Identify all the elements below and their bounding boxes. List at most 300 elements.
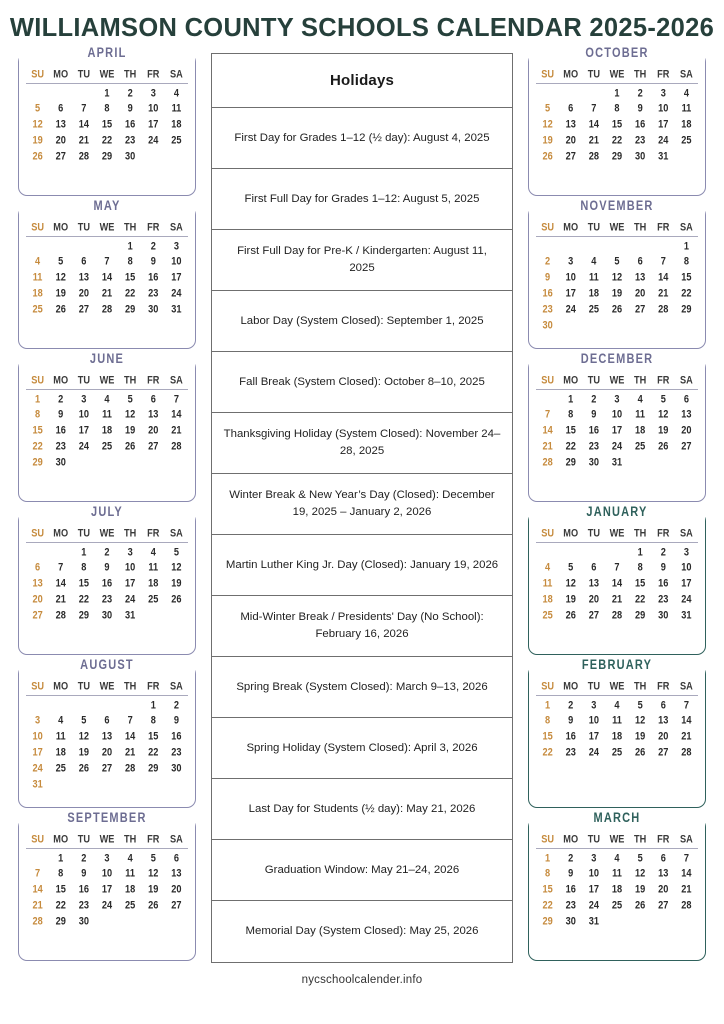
day-cell[interactable]: 8 bbox=[127, 255, 133, 267]
day-cell[interactable]: 3 bbox=[591, 851, 597, 863]
day-cell[interactable]: 29 bbox=[101, 150, 113, 162]
day-cell[interactable]: 13 bbox=[55, 118, 66, 130]
day-cell[interactable]: 14 bbox=[78, 118, 89, 130]
day-cell[interactable]: 1 bbox=[127, 239, 133, 251]
day-cell[interactable]: 12 bbox=[611, 271, 623, 283]
day-cell[interactable]: 24 bbox=[588, 899, 599, 911]
day-cell[interactable]: 24 bbox=[32, 762, 43, 774]
day-cell[interactable]: 1 bbox=[614, 86, 620, 98]
day-cell[interactable]: 18 bbox=[542, 593, 553, 605]
day-cell[interactable]: 26 bbox=[55, 303, 66, 315]
day-cell[interactable]: 28 bbox=[658, 303, 669, 315]
day-cell[interactable]: 20 bbox=[148, 424, 159, 436]
day-cell[interactable]: 26 bbox=[78, 762, 89, 774]
day-cell[interactable]: 31 bbox=[125, 609, 136, 621]
day-cell[interactable]: 15 bbox=[55, 883, 66, 895]
day-cell[interactable]: 2 bbox=[81, 851, 87, 863]
day-cell[interactable]: 23 bbox=[635, 134, 646, 146]
day-cell[interactable]: 29 bbox=[681, 303, 692, 315]
day-cell[interactable]: 15 bbox=[101, 118, 113, 130]
day-cell[interactable]: 22 bbox=[148, 746, 159, 758]
day-cell[interactable]: 2 bbox=[58, 392, 64, 404]
day-cell[interactable]: 5 bbox=[660, 392, 666, 404]
day-cell[interactable]: 17 bbox=[588, 883, 599, 895]
day-cell[interactable]: 4 bbox=[545, 561, 551, 573]
day-cell[interactable]: 6 bbox=[568, 102, 574, 114]
day-cell[interactable]: 29 bbox=[55, 915, 66, 927]
day-cell[interactable]: 30 bbox=[125, 150, 136, 162]
day-cell[interactable]: 28 bbox=[55, 609, 66, 621]
day-cell[interactable]: 9 bbox=[545, 271, 551, 283]
day-cell[interactable]: 15 bbox=[32, 424, 43, 436]
day-cell[interactable]: 22 bbox=[32, 440, 43, 452]
day-cell[interactable]: 28 bbox=[125, 762, 136, 774]
day-cell[interactable]: 7 bbox=[683, 851, 689, 863]
day-cell[interactable]: 23 bbox=[125, 134, 136, 146]
day-cell[interactable]: 20 bbox=[565, 134, 576, 146]
day-cell[interactable]: 6 bbox=[104, 714, 110, 726]
day-cell[interactable]: 19 bbox=[611, 287, 623, 299]
day-cell[interactable]: 7 bbox=[104, 255, 110, 267]
day-cell[interactable]: 31 bbox=[658, 150, 669, 162]
day-cell[interactable]: 16 bbox=[148, 271, 159, 283]
day-cell[interactable]: 31 bbox=[681, 609, 692, 621]
day-cell[interactable]: 27 bbox=[148, 440, 159, 452]
day-cell[interactable]: 15 bbox=[148, 730, 159, 742]
day-cell[interactable]: 10 bbox=[588, 867, 599, 879]
day-cell[interactable]: 28 bbox=[101, 303, 113, 315]
day-cell[interactable]: 23 bbox=[171, 746, 182, 758]
day-cell[interactable]: 8 bbox=[683, 255, 689, 267]
day-cell[interactable]: 10 bbox=[32, 730, 43, 742]
day-cell[interactable]: 31 bbox=[32, 778, 43, 790]
day-cell[interactable]: 9 bbox=[127, 102, 133, 114]
day-cell[interactable]: 19 bbox=[635, 730, 646, 742]
day-cell[interactable]: 13 bbox=[101, 730, 113, 742]
day-cell[interactable]: 12 bbox=[125, 408, 136, 420]
day-cell[interactable]: 21 bbox=[171, 424, 182, 436]
day-cell[interactable]: 21 bbox=[55, 593, 66, 605]
day-cell[interactable]: 8 bbox=[545, 867, 551, 879]
day-cell[interactable]: 20 bbox=[55, 134, 66, 146]
day-cell[interactable]: 6 bbox=[150, 392, 156, 404]
day-cell[interactable]: 20 bbox=[32, 593, 43, 605]
day-cell[interactable]: 2 bbox=[568, 698, 574, 710]
day-cell[interactable]: 18 bbox=[101, 424, 113, 436]
day-cell[interactable]: 16 bbox=[125, 118, 136, 130]
day-cell[interactable]: 19 bbox=[55, 287, 66, 299]
day-cell[interactable]: 15 bbox=[681, 271, 692, 283]
day-cell[interactable]: 7 bbox=[614, 561, 620, 573]
day-cell[interactable]: 16 bbox=[565, 730, 576, 742]
day-cell[interactable]: 1 bbox=[58, 851, 64, 863]
day-cell[interactable]: 4 bbox=[683, 86, 689, 98]
day-cell[interactable]: 19 bbox=[565, 593, 576, 605]
day-cell[interactable]: 25 bbox=[32, 303, 43, 315]
day-cell[interactable]: 8 bbox=[614, 102, 620, 114]
day-cell[interactable]: 13 bbox=[565, 118, 576, 130]
day-cell[interactable]: 8 bbox=[637, 561, 643, 573]
day-cell[interactable]: 21 bbox=[101, 287, 113, 299]
day-cell[interactable]: 20 bbox=[635, 287, 646, 299]
day-cell[interactable]: 7 bbox=[58, 561, 64, 573]
day-cell[interactable]: 21 bbox=[78, 134, 89, 146]
day-cell[interactable]: 27 bbox=[635, 303, 646, 315]
day-cell[interactable]: 11 bbox=[542, 577, 553, 589]
day-cell[interactable]: 14 bbox=[101, 271, 113, 283]
day-cell[interactable]: 6 bbox=[58, 102, 64, 114]
day-cell[interactable]: 10 bbox=[148, 102, 159, 114]
day-cell[interactable]: 12 bbox=[635, 714, 646, 726]
day-cell[interactable]: 27 bbox=[78, 303, 89, 315]
day-cell[interactable]: 21 bbox=[588, 134, 599, 146]
day-cell[interactable]: 7 bbox=[660, 255, 666, 267]
day-cell[interactable]: 24 bbox=[78, 440, 89, 452]
day-cell[interactable]: 1 bbox=[104, 86, 110, 98]
day-cell[interactable]: 10 bbox=[681, 561, 692, 573]
day-cell[interactable]: 29 bbox=[542, 915, 553, 927]
day-cell[interactable]: 20 bbox=[681, 424, 692, 436]
day-cell[interactable]: 23 bbox=[588, 440, 599, 452]
day-cell[interactable]: 17 bbox=[101, 883, 113, 895]
day-cell[interactable]: 5 bbox=[173, 545, 179, 557]
day-cell[interactable]: 28 bbox=[171, 440, 182, 452]
day-cell[interactable]: 3 bbox=[568, 255, 574, 267]
day-cell[interactable]: 15 bbox=[542, 730, 553, 742]
day-cell[interactable]: 14 bbox=[171, 408, 182, 420]
day-cell[interactable]: 26 bbox=[565, 609, 576, 621]
day-cell[interactable]: 8 bbox=[568, 408, 574, 420]
day-cell[interactable]: 3 bbox=[683, 545, 689, 557]
day-cell[interactable]: 22 bbox=[681, 287, 692, 299]
day-cell[interactable]: 22 bbox=[542, 899, 553, 911]
day-cell[interactable]: 2 bbox=[150, 239, 156, 251]
day-cell[interactable]: 27 bbox=[658, 746, 669, 758]
day-cell[interactable]: 19 bbox=[635, 883, 646, 895]
day-cell[interactable]: 6 bbox=[81, 255, 87, 267]
day-cell[interactable]: 24 bbox=[611, 440, 623, 452]
day-cell[interactable]: 22 bbox=[55, 899, 66, 911]
day-cell[interactable]: 30 bbox=[588, 456, 599, 468]
day-cell[interactable]: 1 bbox=[683, 239, 689, 251]
day-cell[interactable]: 6 bbox=[683, 392, 689, 404]
day-cell[interactable]: 3 bbox=[81, 392, 87, 404]
day-cell[interactable]: 27 bbox=[171, 899, 182, 911]
day-cell[interactable]: 4 bbox=[614, 698, 620, 710]
day-cell[interactable]: 13 bbox=[658, 714, 669, 726]
day-cell[interactable]: 9 bbox=[568, 867, 574, 879]
day-cell[interactable]: 22 bbox=[542, 746, 553, 758]
day-cell[interactable]: 15 bbox=[565, 424, 576, 436]
day-cell[interactable]: 30 bbox=[101, 609, 113, 621]
day-cell[interactable]: 16 bbox=[78, 883, 89, 895]
day-cell[interactable]: 18 bbox=[611, 730, 623, 742]
day-cell[interactable]: 21 bbox=[658, 287, 669, 299]
day-cell[interactable]: 6 bbox=[35, 561, 41, 573]
day-cell[interactable]: 26 bbox=[32, 150, 43, 162]
day-cell[interactable]: 20 bbox=[658, 883, 669, 895]
day-cell[interactable]: 28 bbox=[681, 899, 692, 911]
day-cell[interactable]: 7 bbox=[545, 408, 551, 420]
day-cell[interactable]: 17 bbox=[565, 287, 576, 299]
day-cell[interactable]: 7 bbox=[173, 392, 179, 404]
day-cell[interactable]: 17 bbox=[32, 746, 43, 758]
day-cell[interactable]: 2 bbox=[637, 86, 643, 98]
day-cell[interactable]: 10 bbox=[125, 561, 136, 573]
day-cell[interactable]: 25 bbox=[125, 899, 136, 911]
day-cell[interactable]: 29 bbox=[78, 609, 89, 621]
day-cell[interactable]: 12 bbox=[542, 118, 553, 130]
day-cell[interactable]: 13 bbox=[148, 408, 159, 420]
day-cell[interactable]: 29 bbox=[32, 456, 43, 468]
day-cell[interactable]: 19 bbox=[148, 883, 159, 895]
day-cell[interactable]: 12 bbox=[55, 271, 66, 283]
day-cell[interactable]: 25 bbox=[611, 746, 623, 758]
day-cell[interactable]: 17 bbox=[171, 271, 182, 283]
day-cell[interactable]: 23 bbox=[658, 593, 669, 605]
day-cell[interactable]: 13 bbox=[588, 577, 599, 589]
day-cell[interactable]: 4 bbox=[35, 255, 41, 267]
day-cell[interactable]: 31 bbox=[588, 915, 599, 927]
day-cell[interactable]: 5 bbox=[545, 102, 551, 114]
day-cell[interactable]: 24 bbox=[658, 134, 669, 146]
day-cell[interactable]: 21 bbox=[681, 883, 692, 895]
day-cell[interactable]: 7 bbox=[683, 698, 689, 710]
day-cell[interactable]: 29 bbox=[635, 609, 646, 621]
day-cell[interactable]: 20 bbox=[171, 883, 182, 895]
day-cell[interactable]: 5 bbox=[568, 561, 574, 573]
day-cell[interactable]: 14 bbox=[611, 577, 623, 589]
day-cell[interactable]: 18 bbox=[635, 424, 646, 436]
day-cell[interactable]: 25 bbox=[148, 593, 159, 605]
day-cell[interactable]: 23 bbox=[148, 287, 159, 299]
day-cell[interactable]: 30 bbox=[542, 319, 553, 331]
day-cell[interactable]: 31 bbox=[611, 456, 623, 468]
day-cell[interactable]: 26 bbox=[125, 440, 136, 452]
day-cell[interactable]: 3 bbox=[173, 239, 179, 251]
day-cell[interactable]: 24 bbox=[681, 593, 692, 605]
day-cell[interactable]: 9 bbox=[58, 408, 64, 420]
day-cell[interactable]: 24 bbox=[171, 287, 182, 299]
day-cell[interactable]: 10 bbox=[171, 255, 182, 267]
day-cell[interactable]: 12 bbox=[32, 118, 43, 130]
day-cell[interactable]: 9 bbox=[660, 561, 666, 573]
day-cell[interactable]: 14 bbox=[125, 730, 136, 742]
day-cell[interactable]: 14 bbox=[681, 867, 692, 879]
day-cell[interactable]: 10 bbox=[611, 408, 623, 420]
day-cell[interactable]: 28 bbox=[681, 746, 692, 758]
day-cell[interactable]: 29 bbox=[611, 150, 623, 162]
day-cell[interactable]: 21 bbox=[32, 899, 43, 911]
day-cell[interactable]: 31 bbox=[171, 303, 182, 315]
day-cell[interactable]: 26 bbox=[611, 303, 623, 315]
day-cell[interactable]: 11 bbox=[635, 408, 645, 420]
day-cell[interactable]: 9 bbox=[637, 102, 643, 114]
day-cell[interactable]: 25 bbox=[101, 440, 113, 452]
day-cell[interactable]: 25 bbox=[588, 303, 599, 315]
day-cell[interactable]: 10 bbox=[78, 408, 89, 420]
day-cell[interactable]: 25 bbox=[55, 762, 66, 774]
day-cell[interactable]: 23 bbox=[565, 899, 576, 911]
day-cell[interactable]: 30 bbox=[78, 915, 89, 927]
day-cell[interactable]: 26 bbox=[635, 746, 646, 758]
day-cell[interactable]: 11 bbox=[588, 271, 599, 283]
day-cell[interactable]: 1 bbox=[81, 545, 87, 557]
day-cell[interactable]: 16 bbox=[542, 287, 553, 299]
day-cell[interactable]: 4 bbox=[58, 714, 64, 726]
day-cell[interactable]: 24 bbox=[588, 746, 599, 758]
day-cell[interactable]: 9 bbox=[591, 408, 597, 420]
day-cell[interactable]: 1 bbox=[35, 392, 41, 404]
day-cell[interactable]: 22 bbox=[611, 134, 623, 146]
day-cell[interactable]: 16 bbox=[565, 883, 576, 895]
day-cell[interactable]: 22 bbox=[101, 134, 113, 146]
day-cell[interactable]: 28 bbox=[611, 609, 623, 621]
day-cell[interactable]: 18 bbox=[171, 118, 182, 130]
day-cell[interactable]: 10 bbox=[565, 271, 576, 283]
day-cell[interactable]: 14 bbox=[588, 118, 599, 130]
day-cell[interactable]: 1 bbox=[150, 698, 156, 710]
day-cell[interactable]: 4 bbox=[637, 392, 643, 404]
day-cell[interactable]: 8 bbox=[58, 867, 64, 879]
day-cell[interactable]: 1 bbox=[545, 851, 551, 863]
day-cell[interactable]: 27 bbox=[681, 440, 692, 452]
day-cell[interactable]: 17 bbox=[658, 118, 669, 130]
day-cell[interactable]: 3 bbox=[591, 698, 597, 710]
day-cell[interactable]: 15 bbox=[125, 271, 136, 283]
day-cell[interactable]: 19 bbox=[542, 134, 553, 146]
day-cell[interactable]: 5 bbox=[127, 392, 133, 404]
day-cell[interactable]: 12 bbox=[78, 730, 89, 742]
day-cell[interactable]: 27 bbox=[565, 150, 576, 162]
day-cell[interactable]: 25 bbox=[611, 899, 623, 911]
day-cell[interactable]: 19 bbox=[125, 424, 136, 436]
day-cell[interactable]: 26 bbox=[171, 593, 182, 605]
day-cell[interactable]: 22 bbox=[125, 287, 136, 299]
day-cell[interactable]: 16 bbox=[55, 424, 66, 436]
day-cell[interactable]: 19 bbox=[171, 577, 182, 589]
day-cell[interactable]: 12 bbox=[635, 867, 646, 879]
day-cell[interactable]: 26 bbox=[542, 150, 553, 162]
day-cell[interactable]: 6 bbox=[637, 255, 643, 267]
day-cell[interactable]: 24 bbox=[101, 899, 113, 911]
day-cell[interactable]: 22 bbox=[78, 593, 89, 605]
day-cell[interactable]: 27 bbox=[55, 150, 66, 162]
day-cell[interactable]: 15 bbox=[611, 118, 623, 130]
day-cell[interactable]: 25 bbox=[171, 134, 182, 146]
day-cell[interactable]: 3 bbox=[127, 545, 133, 557]
day-cell[interactable]: 14 bbox=[658, 271, 669, 283]
day-cell[interactable]: 22 bbox=[635, 593, 646, 605]
day-cell[interactable]: 16 bbox=[635, 118, 646, 130]
day-cell[interactable]: 11 bbox=[681, 102, 692, 114]
day-cell[interactable]: 29 bbox=[125, 303, 136, 315]
day-cell[interactable]: 23 bbox=[78, 899, 89, 911]
day-cell[interactable]: 11 bbox=[171, 102, 182, 114]
day-cell[interactable]: 20 bbox=[101, 746, 113, 758]
day-cell[interactable]: 21 bbox=[681, 730, 692, 742]
day-cell[interactable]: 24 bbox=[125, 593, 136, 605]
day-cell[interactable]: 23 bbox=[55, 440, 66, 452]
day-cell[interactable]: 2 bbox=[568, 851, 574, 863]
day-cell[interactable]: 17 bbox=[588, 730, 599, 742]
day-cell[interactable]: 5 bbox=[637, 851, 643, 863]
day-cell[interactable]: 17 bbox=[611, 424, 623, 436]
day-cell[interactable]: 24 bbox=[565, 303, 576, 315]
day-cell[interactable]: 1 bbox=[568, 392, 574, 404]
day-cell[interactable]: 6 bbox=[660, 851, 666, 863]
day-cell[interactable]: 4 bbox=[104, 392, 110, 404]
day-cell[interactable]: 21 bbox=[611, 593, 623, 605]
day-cell[interactable]: 23 bbox=[565, 746, 576, 758]
day-cell[interactable]: 17 bbox=[78, 424, 89, 436]
day-cell[interactable]: 19 bbox=[78, 746, 89, 758]
day-cell[interactable]: 10 bbox=[658, 102, 669, 114]
day-cell[interactable]: 28 bbox=[78, 150, 89, 162]
day-cell[interactable]: 7 bbox=[127, 714, 133, 726]
day-cell[interactable]: 11 bbox=[612, 867, 622, 879]
day-cell[interactable]: 11 bbox=[148, 561, 159, 573]
day-cell[interactable]: 18 bbox=[125, 883, 136, 895]
day-cell[interactable]: 18 bbox=[588, 287, 599, 299]
day-cell[interactable]: 12 bbox=[171, 561, 182, 573]
day-cell[interactable]: 28 bbox=[588, 150, 599, 162]
day-cell[interactable]: 4 bbox=[173, 86, 179, 98]
day-cell[interactable]: 26 bbox=[658, 440, 669, 452]
day-cell[interactable]: 3 bbox=[104, 851, 110, 863]
day-cell[interactable]: 27 bbox=[101, 762, 113, 774]
day-cell[interactable]: 5 bbox=[614, 255, 620, 267]
day-cell[interactable]: 2 bbox=[104, 545, 110, 557]
day-cell[interactable]: 16 bbox=[658, 577, 669, 589]
day-cell[interactable]: 11 bbox=[612, 714, 622, 726]
day-cell[interactable]: 3 bbox=[614, 392, 620, 404]
day-cell[interactable]: 12 bbox=[658, 408, 669, 420]
day-cell[interactable]: 8 bbox=[150, 714, 156, 726]
day-cell[interactable]: 29 bbox=[148, 762, 159, 774]
day-cell[interactable]: 2 bbox=[127, 86, 133, 98]
day-cell[interactable]: 14 bbox=[55, 577, 66, 589]
day-cell[interactable]: 13 bbox=[635, 271, 646, 283]
day-cell[interactable]: 9 bbox=[568, 714, 574, 726]
day-cell[interactable]: 10 bbox=[101, 867, 113, 879]
day-cell[interactable]: 30 bbox=[658, 609, 669, 621]
day-cell[interactable]: 13 bbox=[658, 867, 669, 879]
day-cell[interactable]: 23 bbox=[101, 593, 113, 605]
day-cell[interactable]: 20 bbox=[588, 593, 599, 605]
day-cell[interactable]: 19 bbox=[658, 424, 669, 436]
day-cell[interactable]: 13 bbox=[171, 867, 182, 879]
day-cell[interactable]: 6 bbox=[173, 851, 179, 863]
day-cell[interactable]: 15 bbox=[78, 577, 89, 589]
day-cell[interactable]: 17 bbox=[148, 118, 159, 130]
day-cell[interactable]: 4 bbox=[127, 851, 133, 863]
day-cell[interactable]: 27 bbox=[588, 609, 599, 621]
day-cell[interactable]: 2 bbox=[660, 545, 666, 557]
day-cell[interactable]: 8 bbox=[104, 102, 110, 114]
day-cell[interactable]: 18 bbox=[611, 883, 623, 895]
day-cell[interactable]: 17 bbox=[125, 577, 136, 589]
day-cell[interactable]: 18 bbox=[32, 287, 43, 299]
day-cell[interactable]: 18 bbox=[55, 746, 66, 758]
day-cell[interactable]: 15 bbox=[542, 883, 553, 895]
day-cell[interactable]: 4 bbox=[591, 255, 597, 267]
day-cell[interactable]: 12 bbox=[148, 867, 159, 879]
day-cell[interactable]: 26 bbox=[148, 899, 159, 911]
day-cell[interactable]: 2 bbox=[591, 392, 597, 404]
day-cell[interactable]: 22 bbox=[565, 440, 576, 452]
day-cell[interactable]: 3 bbox=[150, 86, 156, 98]
